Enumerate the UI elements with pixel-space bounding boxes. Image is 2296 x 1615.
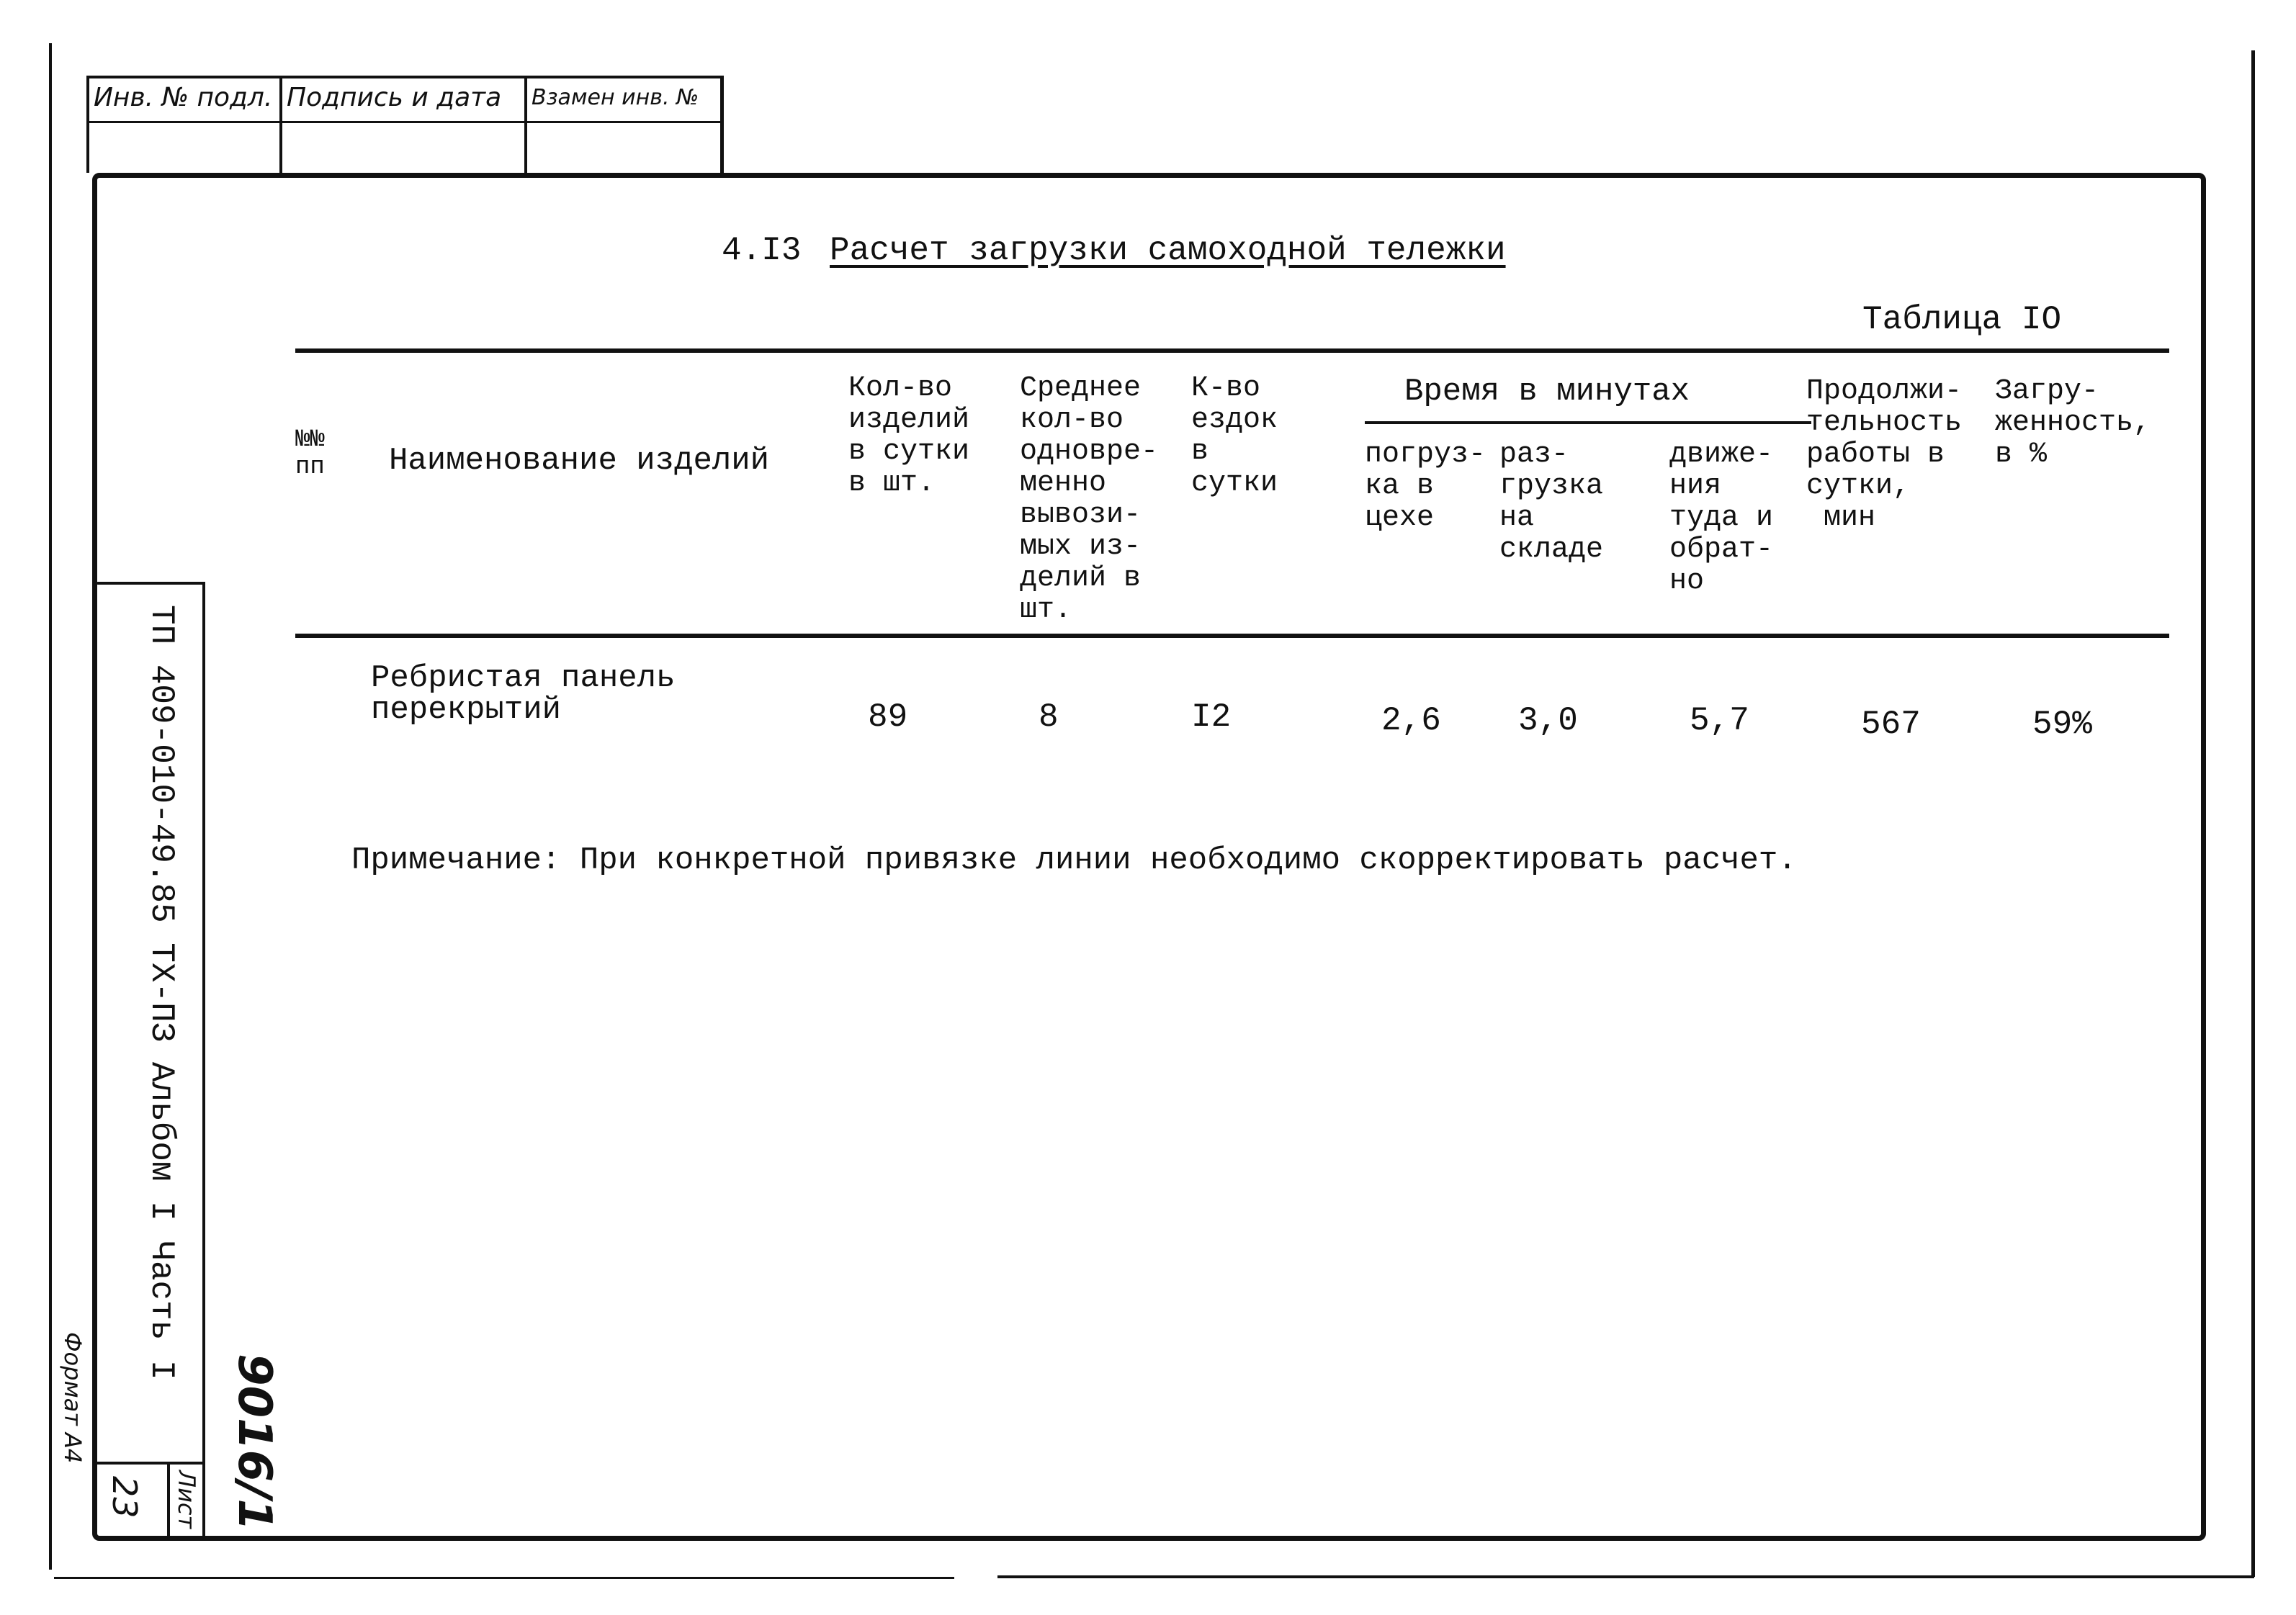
section-title-text: Расчет загрузки самоходной тележки bbox=[830, 232, 1506, 269]
row-load: 2,6 bbox=[1381, 702, 1441, 739]
table-label: Таблица IO bbox=[1862, 301, 2062, 338]
header-utilization: Загру- женность, в % bbox=[1995, 375, 2151, 471]
row-name: Ребристая панель перекрытий bbox=[371, 660, 676, 728]
row-trips: I2 bbox=[1191, 698, 1232, 736]
header-trips: К-во ездок в сутки bbox=[1191, 372, 1278, 500]
side-format: Формат А4 bbox=[59, 1332, 86, 1464]
stamp-replace-label: Взамен инв. № bbox=[532, 85, 699, 110]
time-group-rule bbox=[1365, 421, 1811, 424]
header-num: №№ пп bbox=[295, 426, 325, 481]
section-number: 4.I3 bbox=[722, 232, 802, 269]
side-sheet-number: 23 bbox=[105, 1476, 144, 1519]
side-sheet-label: Лист bbox=[173, 1470, 200, 1529]
table-top-rule bbox=[295, 348, 2169, 353]
stamp-inv-label: Инв. № подл. bbox=[94, 83, 273, 112]
side-doc-code: ТП 409-010-49.85 ТХ-ПЗ Альбом I Часть I bbox=[143, 605, 180, 1380]
header-time-group: Время в минутах bbox=[1404, 374, 1690, 410]
outer-right-line bbox=[2251, 50, 2255, 1577]
section-title bbox=[830, 232, 1506, 269]
stamp-sign-label: Подпись и дата bbox=[287, 83, 502, 112]
row-move: 5,7 bbox=[1690, 702, 1749, 739]
row-duration: 567 bbox=[1861, 706, 1921, 743]
note-text: Примечание: При конкретной привязке линии необходимо скорректировать расчет. bbox=[351, 842, 1797, 878]
header-move: движе- ния туда и обрат- но bbox=[1669, 438, 1774, 598]
header-duration: Продолжи- тельность работы в сутки, мин bbox=[1806, 375, 1963, 534]
outer-bottom-line-right bbox=[997, 1575, 2254, 1578]
row-utilization: 59% bbox=[2032, 706, 2092, 743]
row-qty: 89 bbox=[868, 698, 908, 736]
row-unload: 3,0 bbox=[1518, 702, 1578, 739]
outer-bottom-line-left bbox=[54, 1577, 954, 1579]
header-avg: Среднее кол-во одновре- менно вывози- мых из- делий в шт. bbox=[1020, 372, 1159, 626]
outer-left-line bbox=[49, 43, 52, 1570]
header-bottom-rule bbox=[295, 634, 2169, 638]
header-qty: Кол-во изделий в сутки в шт. bbox=[848, 372, 970, 500]
header-unload: раз- грузка на складе bbox=[1499, 438, 1604, 566]
row-avg: 8 bbox=[1039, 698, 1059, 736]
side-archive-number: 9016/1 bbox=[228, 1354, 281, 1531]
header-name: Наименование изделий bbox=[389, 443, 770, 479]
header-load: погруз- ка в цехе bbox=[1365, 438, 1486, 534]
